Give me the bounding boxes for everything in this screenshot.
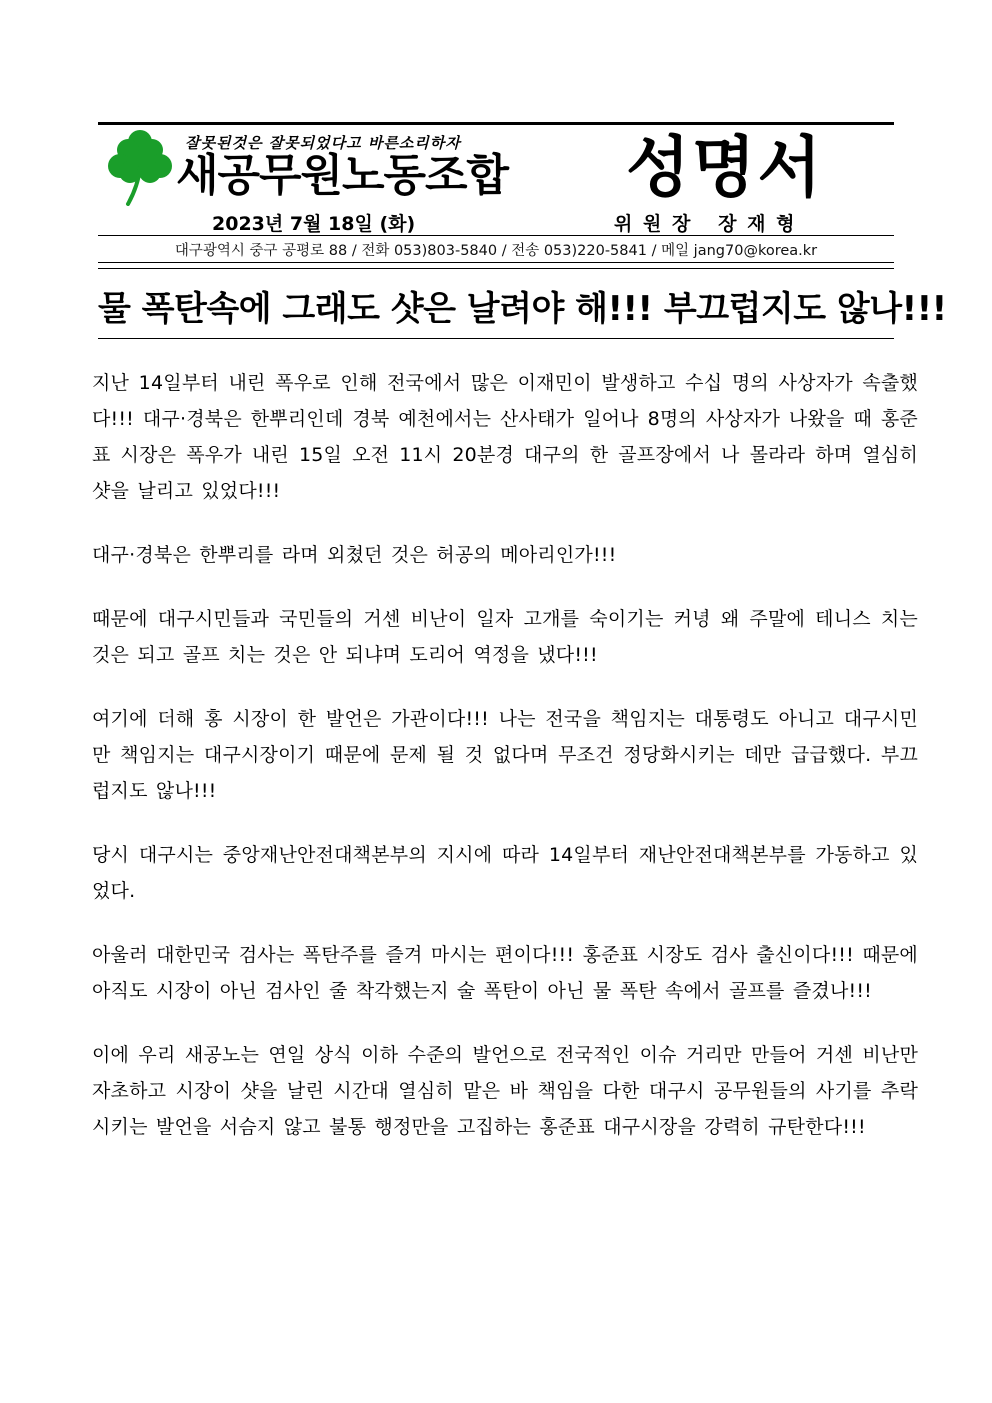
- slogan: 잘못된것은 잘못되었다고 바른소리하자: [185, 134, 461, 152]
- union-name: 새공무원노동조합: [176, 150, 509, 201]
- statement-body: [92, 365, 918, 1173]
- headline-bottom-rule: [98, 338, 894, 339]
- header-divider: [98, 235, 894, 236]
- paragraph: 때문에 대구시민들과 국민들의 거센 비난이 일자 고개를 숙이기는 커녕 왜 주말에 테니스 치는 것은 되고 골프 치는 것은 안 되냐며 도리어 역정을 냈다!!!: [92, 608, 918, 666]
- contact-bottom-rule: [98, 262, 894, 263]
- paragraph: 이에 우리 새공노는 연일 상식 이하 수준의 발언으로 전국적인 이슈 거리만 만들어 거센 비난만 자초하고 시장이 샷을 날린 시간대 열심히 맡은 바 책임을 다한 대구시 공무원들의 사기를 추락시키는 발언을 서슴지 않고 불통 행정만을 고집하는 홍준표 대구시장을 강력히 규탄한다!!!: [92, 1044, 918, 1138]
- paragraph: 당시 대구시는 중앙재난안전대책본부의 지시에 따라 14일부터 재난안전대책본부를 가동하고 있었다.: [92, 844, 918, 902]
- headline-top-rule: [98, 268, 894, 269]
- paragraph: 지난 14일부터 내린 폭우로 인해 전국에서 많은 이재민이 발생하고 수십 명의 사상자가 속출했다!!! 대구·경북은 한뿌리인데 경북 예천에서는 산사태가 일어나 8명의 사상자가 나왔을 때 홍준표 시장은 폭우가 내린 15일 오전 11시 20분경 대구의 한 골프장에서 나 몰라라 하며 열심히 샷을 날리고 있었다!!!: [92, 372, 918, 502]
- contact-info: 대구광역시 중구 공평로 88 / 전화 053)803-5840 / 전송 053)220-5841 / 메일 jang70@korea.kr: [174, 243, 818, 259]
- header-top-rule: [98, 122, 894, 125]
- chairman-name: 위 원 장 장 재 형: [614, 213, 797, 235]
- headline: 물 폭탄속에 그래도 샷은 날려야 해!!! 부끄럽지도 않나!!!: [98, 289, 947, 329]
- paragraph: 아울러 대한민국 검사는 폭탄주를 즐겨 마시는 편이다!!! 홍준표 시장도 검사 출신이다!!! 때문에 아직도 시장이 아닌 검사인 줄 착각했는지 술 폭탄이 아닌 물 폭탄 속에서 골프를 즐겼나!!!: [92, 944, 918, 1002]
- clover-icon: [108, 128, 172, 206]
- paragraph: 대구·경북은 한뿌리를 라며 외쳤던 것은 허공의 메아리인가!!!: [92, 544, 617, 566]
- document-type: 성명서: [626, 129, 824, 206]
- statement-date: 2023년 7월 18일 (화): [212, 213, 416, 235]
- paragraph: 여기에 더해 홍 시장이 한 발언은 가관이다!!! 나는 전국을 책임지는 대통령도 아니고 대구시민만 책임지는 대구시장이기 때문에 문제 될 것 없다며 무조건 정당화시키는 데만 급급했다. 부끄럽지도 않나!!!: [92, 708, 918, 802]
